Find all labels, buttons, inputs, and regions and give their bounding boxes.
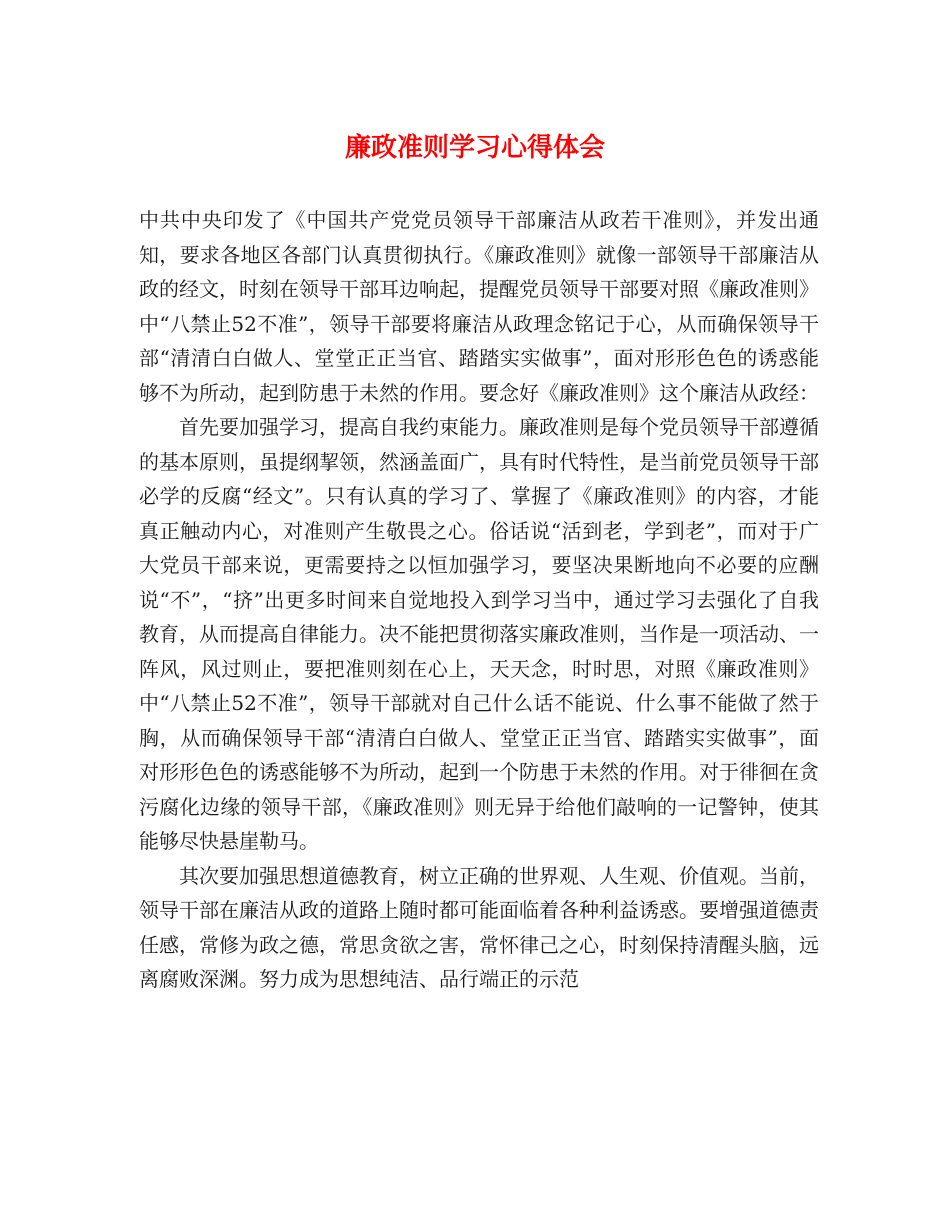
document-body (139, 203, 819, 997)
paragraph-study: 首先要加强学习，提高自我约束能力。廉政准则是每个党员领导干部遵循的基本原则，虽提纲挈领，然涵盖面广，具有时代特性，是当前党员领导干部必学的反腐“经文”。只有认真的学习了、掌握了《廉政准则》的内容，才能真正触动内心，对准则产生敬畏之心。俗话说“活到老，学到老”，而对于广大党员干部来说，更需要持之以恒加强学习，要坚决果断地向不必要的应酬说“不”，“挤”出更多时间来自觉地投入到学习当中，通过学习去强化了自我教育，从而提高自律能力。决不能把贯彻落实廉政准则，当作是一项活动、一阵风，风过则止，要把准则刻在心上，天天念，时时思，对照《廉政准则》中“八禁止52不准”，领导干部就对自己什么话不能说、什么事不能做了然于胸，从而确保领导干部“清清白白做人、堂堂正正当官、踏踏实实做事”，面对形形色色的诱惑能够不为所动，起到一个防患于未然的作用。对于徘徊在贪污腐化边缘的领导干部，《廉政准则》则无异于给他们敲响的一记警钟，使其能够尽快悬崖勒马。 (139, 415, 819, 853)
document-title: 廉政准则学习心得体会 (344, 133, 605, 163)
paragraph-intro: 中共中央印发了《中国共产党党员领导干部廉洁从政若干准则》，并发出通知，要求各地区各部门认真贯彻执行。《廉政准则》就像一部领导干部廉洁从政的经文，时刻在领导干部耳边响起，提醒党员领导干部要对照《廉政准则》中“八禁止52不准”，领导干部要将廉洁从政理念铭记于心，从而确保领导干部“清清白白做人、堂堂正正当官、踏踏实实做事”，面对形形色色的诱惑能够不为所动，起到防患于未然的作用。要念好《廉政准则》这个廉洁从政经： (139, 208, 819, 405)
paragraph-moral-education: 其次要加强思想道德教育，树立正确的世界观、人生观、价值观。当前，领导干部在廉洁从政的道路上随时都可能面临着各种利益诱惑。要增强道德责任感，常修为政之德，常思贪欲之害，常怀律己之心，时刻保持清醒头脑，远离腐败深渊。努力成为思想纯洁、品行端正的示范 (139, 863, 819, 991)
